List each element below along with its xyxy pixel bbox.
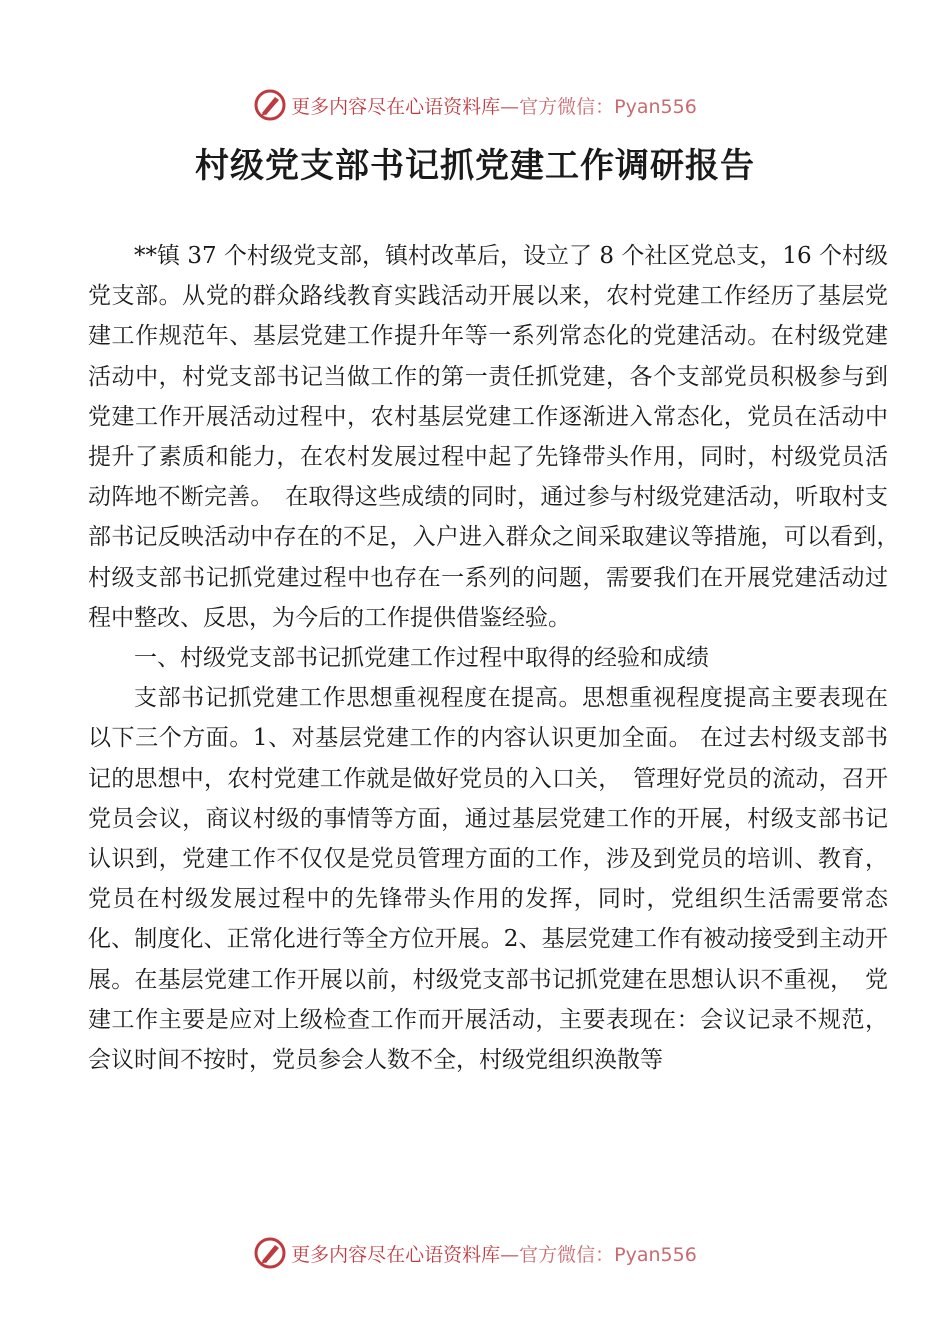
watermark-footer [0,1236,950,1270]
watermark-site-text: 更多内容尽在心语资料库 [291,95,501,118]
document-title: 村级党支部书记抓党建工作调研报告 [195,146,755,186]
section-heading: 一、村级党支部书记抓党建工作过程中取得的经验和成绩 [134,645,709,672]
paragraph: 支部书记抓党建工作思想重视程度在提高。思想重视程度提高主要表现在以下三个方面。1、对基层党建工作的内容认识更加全面。 在过去村级支部书记的思想中，农村党建工作就是做好党员的入口关， 管理好党员的流动，召开党员会议，商议村级的事情等方面，通过基层党建工作的开展，村级支部书记认识到，党建工作不仅仅是党员管理方面的工作，涉及到党员的培训、教育，党员在村级发展过程中的先锋带头作用的发挥，同时，党组织生活需要常态化、制度化、正常化进行等全方位开展。2、基层党建工作有被动接受到主动开展。在基层党建工作开展以前，村级党支部书记抓党建在思想认识不重视， 党建工作主要是应对上级检查工作而开展活动，主要表现在：会议记录不规范，会议时间不按时，党员参会人数不全，村级党组织涣散等 [88,685,888,1074]
watermark-wechat-text: —官方微信：Pyan556 [500,1243,697,1266]
pen-quill-logo-icon [253,1236,287,1270]
watermark-wechat-text: —官方微信：Pyan556 [500,95,697,118]
watermark-site-text: 更多内容尽在心语资料库 [291,1243,501,1266]
document-body [88,236,911,1080]
pen-quill-logo-icon [253,88,287,122]
watermark-header [0,88,950,122]
paragraph: **镇 37 个村级党支部，镇村改革后，设立了 8 个社区党总支，16 个村级党支部。从党的群众路线教育实践活动开展以来，农村党建工作经历了基层党建工作规范年、基层党建工作提升年等一系列常态化的党建活动。在村级党建活动中，村党支部书记当做工作的第一责任抓党建，各个支部党员积极参与到党建工作开展活动过程中，农村基层党建工作逐渐进入常态化，党员在活动中提升了素质和能力，在农村发展过程中起了先锋带头作用，同时，村级党员活动阵地不断完善。 在取得这些成绩的同时，通过参与村级党建活动，听取村支部书记反映活动中存在的不足，入户进入群众之间采取建议等措施，可以看到， 村级支部书记抓党建过程中也存在一系列的问题，需要我们在开展党建活动过程中整改、反思，为今后的工作提供借鉴经验。 [88,243,911,631]
